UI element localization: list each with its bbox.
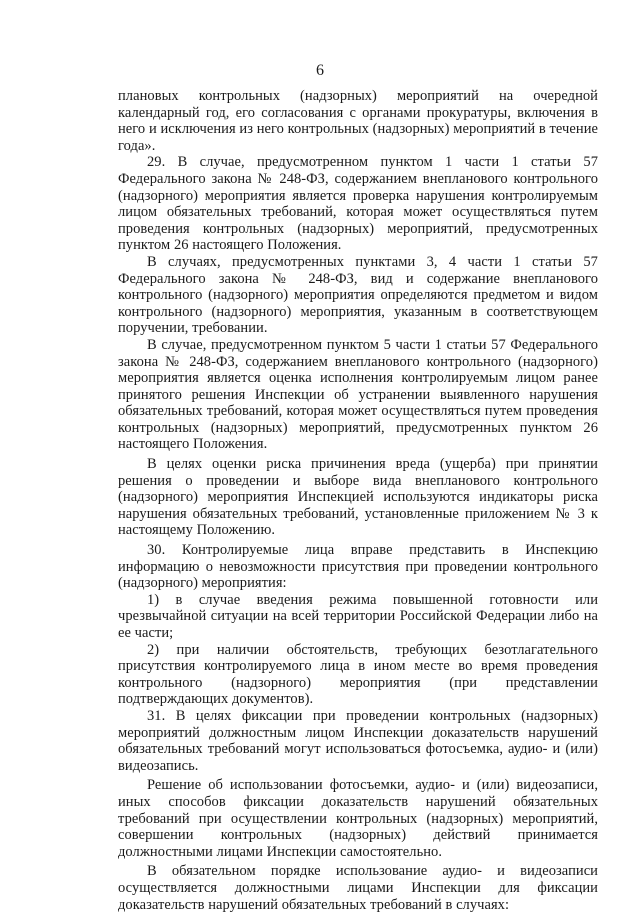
paragraph-recording-decision: Решение об использовании фотосъемки, аудио- и (или) видеозаписи, иных способов фиксации доказательств нарушений обязательных требований при осуществлении контрольных (надзорных) мероприятий, совершении контрольных (надзорных) действий принимается должностными лицами Инспекции самостоятельно. [118,777,598,860]
document-body [118,88,598,913]
paragraph-item-31: 31. В целях фиксации при проведении контрольных (надзорных) мероприятий должностным лицом Инспекции доказательств нарушений обязательных требований могут использоваться фотосъемка, аудио- и (или) видеозапись. [118,707,598,774]
paragraph-item-29: 29. В случае, предусмотренном пунктом 1 части 1 статьи 57 Федерального закона № 248-ФЗ, содержанием внепланового контрольного (надзорного) мероприятия является проверка нарушения контролируемым лицом обязательных требований, которая может осуществляться путем проведения контрольных (надзорных) мероприятий, предусмотренных пунктом 26 настоящего Положения. [118,154,598,254]
paragraph-subitem-1: 1) в случае введения режима повышенной готовности или чрезвычайной ситуации на всей территории Российской Федерации либо на ее части; [118,591,598,641]
paragraph-risk-indicators: В целях оценки риска причинения вреда (ущерба) при принятии решения о проведении и выборе вида внепланового контрольного (надзорного) мероприятия Инспекцией используются индикаторы риска нарушения обязательных требований, установленные приложением № 3 к настоящему Положению. [118,456,598,539]
paragraph-case-5: В случае, предусмотренном пунктом 5 части 1 статьи 57 Федерального закона № 248-ФЗ, содержанием внепланового контрольного (надзорного) мероприятия является оценка исполнения контролируемым лицом ранее принятого решения Инспекции об устранении выявленного нарушения обязательных требований, которая может осуществляться путем проведения контрольных (надзорных) мероприятий, предусмотренных пунктом 26 настоящего Положения. [118,336,598,453]
paragraph-cases-3-4: В случаях, предусмотренных пунктами 3, 4 части 1 статьи 57 Федерального закона № 248-ФЗ, вид и содержание внепланового контрольного (надзорного) мероприятия определяются предметом и видом контрольного (надзорного) мероприятия, указанным в соответствующем поручении, требовании. [118,253,598,337]
paragraph-item-30: 30. Контролируемые лица вправе представить в Инспекцию информацию о невозможности присутствия при проведении контрольного (надзорного) мероприятия: [118,542,598,592]
paragraph-mandatory-recording: В обязательном порядке использование аудио- и видеозаписи осуществляется должностными лицами Инспекции для фиксации доказательств нарушений обязательных требований в случаях: [118,863,598,913]
paragraph-subitem-2: 2) при наличии обстоятельств, требующих безотлагательного присутствия контролируемого лица в ином месте во время проведения контрольного (надзорного) мероприятия (при представлении подтверждающих документов). [118,641,598,708]
page-number: 6 [316,62,324,79]
paragraph-continuation: плановых контрольных (надзорных) мероприятий на очередной календарный год, его согласования с органами прокуратуры, включения в него и исключения из него контрольных (надзорных) мероприятий в течение года». [118,88,598,154]
